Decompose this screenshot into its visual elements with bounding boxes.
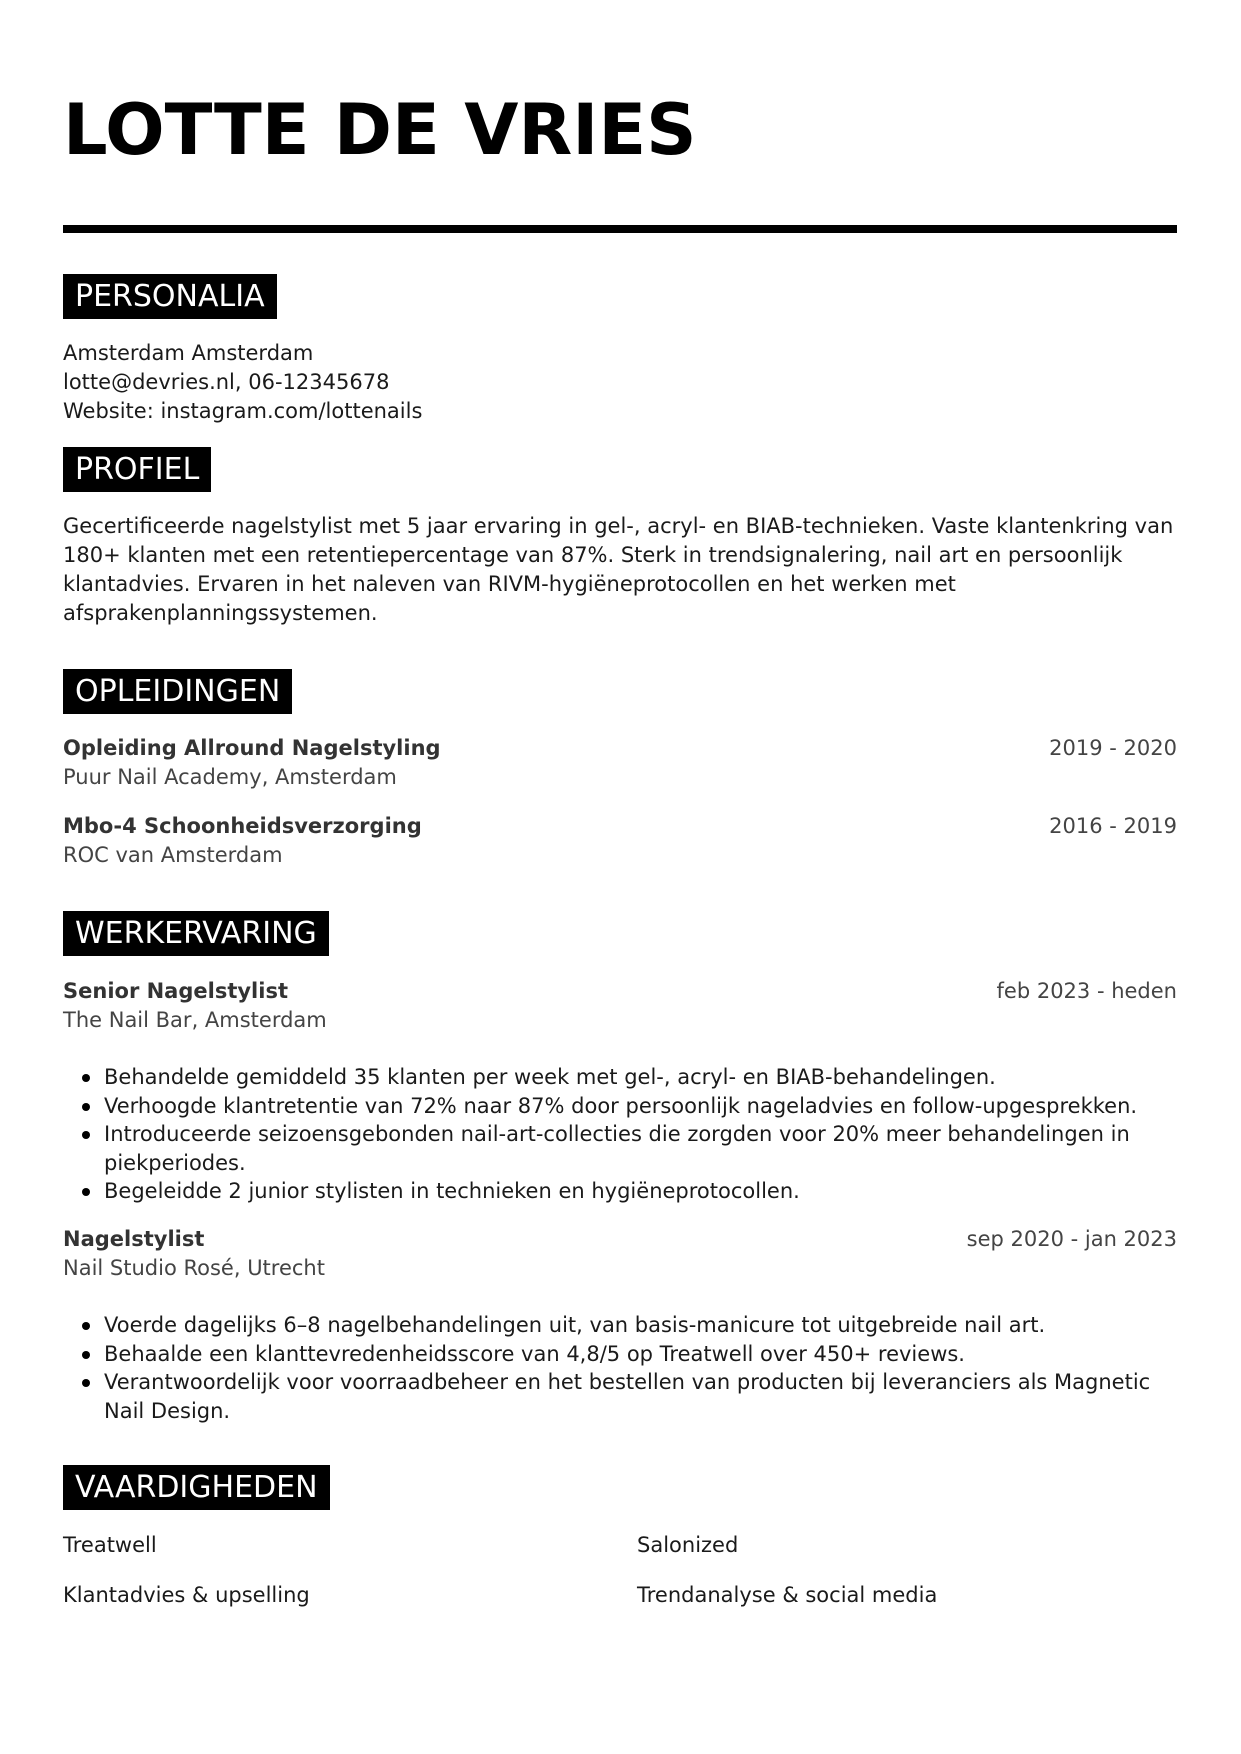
list-item: Verantwoordelijk voor voorraadbeheer en het bestellen van producten bij leveranciers als Magnetic Nail Design. (63, 1368, 1177, 1425)
job-achievements-list (63, 1311, 1177, 1425)
skill-item: Salonized (637, 1533, 739, 1557)
job-dates: feb 2023 - heden (996, 979, 1177, 1003)
education-dates: 2016 - 2019 (1049, 814, 1177, 838)
candidate-name: LOTTE DE VRIES (63, 89, 697, 171)
list-item: Begeleidde 2 junior stylisten in technieken en hygiëneprotocollen. (63, 1177, 1177, 1206)
education-school: ROC van Amsterdam (63, 843, 283, 867)
job-entry-header (63, 1225, 1177, 1254)
job-dates: sep 2020 - jan 2023 (966, 1227, 1177, 1251)
job-entry-header (63, 977, 1177, 1006)
education-school: Puur Nail Academy, Amsterdam (63, 765, 397, 789)
profile-summary: Gecertificeerde nagelstylist met 5 jaar ervaring in gel-, acryl- en BIAB-technieken. Vaste klantenkring van 180+ klanten met een retentiepercentage van 87%. Sterk in trendsignalering, nail art en persoonlijk klantadvies. Ervaren in het naleven van RIVM-hygiëneprotocollen en het werken met afsprakenplanningssystemen. (63, 514, 1174, 625)
personalia-city: Amsterdam Amsterdam (63, 341, 314, 365)
job-title: Nagelstylist (63, 1227, 205, 1251)
skill-item: Treatwell (63, 1533, 157, 1557)
education-title: Opleiding Allround Nagelstyling (63, 736, 441, 760)
job-company: The Nail Bar, Amsterdam (63, 1008, 327, 1032)
list-item: Introduceerde seizoensgebonden nail-art-collecties die zorgden voor 20% meer behandelingen in piekperiodes. (63, 1120, 1177, 1177)
education-entry-header (63, 734, 1177, 763)
section-heading-opleidingen: OPLEIDINGEN (63, 669, 292, 714)
list-item: Verhoogde klantretentie van 72% naar 87% door persoonlijk nageladvies en follow-upgesprekken. (63, 1092, 1177, 1121)
personalia-contact: lotte@devries.nl, 06-12345678 (63, 370, 390, 394)
job-achievements-list (63, 1063, 1177, 1206)
personalia-website: Website: instagram.com/lottenails (63, 399, 423, 423)
education-entry-header (63, 812, 1177, 841)
section-heading-werkervaring: WERKERVARING (63, 911, 329, 956)
list-item: Behandelde gemiddeld 35 klanten per week met gel-, acryl- en BIAB-behandelingen. (63, 1063, 1177, 1092)
list-item: Voerde dagelijks 6–8 nagelbehandelingen uit, van basis-manicure tot uitgebreide nail art. (63, 1311, 1177, 1340)
education-dates: 2019 - 2020 (1049, 736, 1177, 760)
job-company: Nail Studio Rosé, Utrecht (63, 1256, 325, 1280)
list-item: Behaalde een klanttevredenheidsscore van 4,8/5 op Treatwell over 450+ reviews. (63, 1340, 1177, 1369)
job-title: Senior Nagelstylist (63, 979, 288, 1003)
section-heading-vaardigheden: VAARDIGHEDEN (63, 1465, 330, 1510)
section-heading-profiel: PROFIEL (63, 447, 211, 492)
skill-item: Trendanalyse & social media (637, 1583, 938, 1607)
education-title: Mbo-4 Schoonheidsverzorging (63, 814, 422, 838)
section-heading-personalia: PERSONALIA (63, 274, 277, 319)
skill-item: Klantadvies & upselling (63, 1583, 310, 1607)
header-divider (63, 225, 1177, 233)
